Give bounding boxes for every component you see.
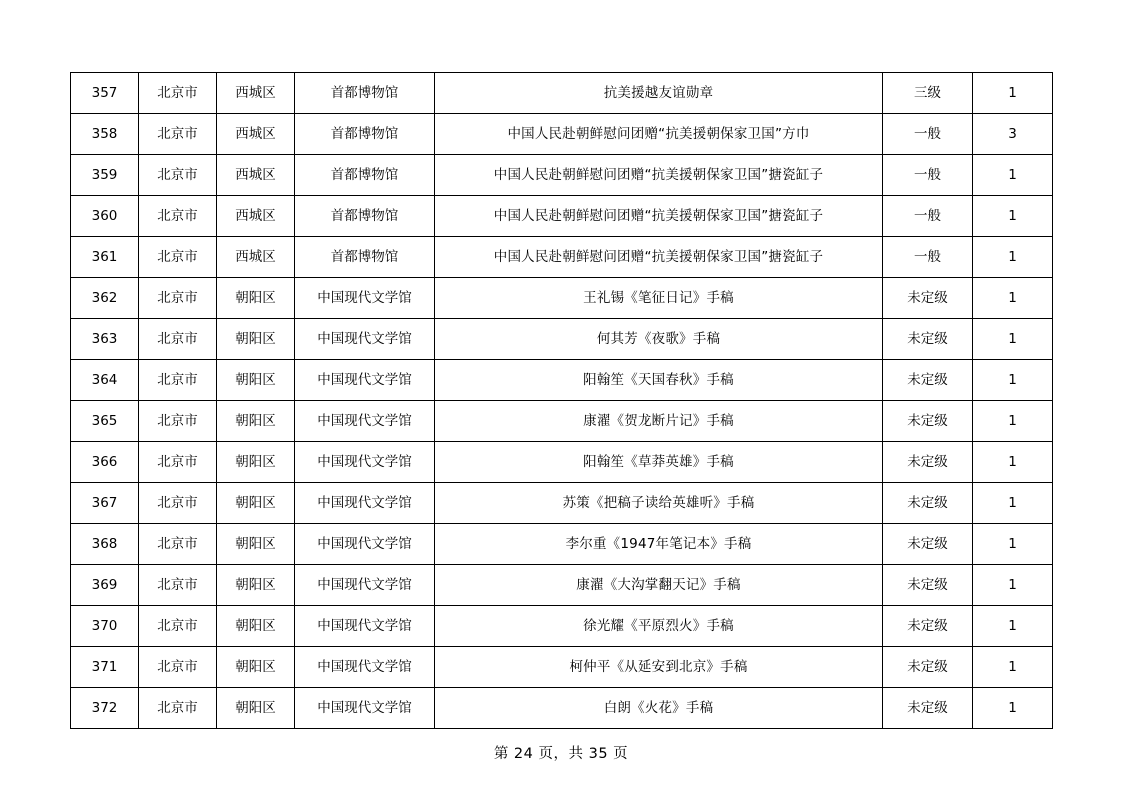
cell-district: 朝阳区: [217, 483, 295, 524]
cell-district: 西城区: [217, 237, 295, 278]
cell-institution: 中国现代文学馆: [295, 524, 435, 565]
cell-grade: 未定级: [883, 524, 973, 565]
cell-institution: 首都博物馆: [295, 73, 435, 114]
cell-sequence: 359: [71, 155, 139, 196]
cell-artifact-name: 李尔重《1947年笔记本》手稿: [435, 524, 883, 565]
cell-institution: 首都博物馆: [295, 237, 435, 278]
cell-institution: 中国现代文学馆: [295, 565, 435, 606]
cell-institution: 中国现代文学馆: [295, 401, 435, 442]
cell-sequence: 366: [71, 442, 139, 483]
cell-grade: 未定级: [883, 565, 973, 606]
cell-artifact-name: 柯仲平《从延安到北京》手稿: [435, 647, 883, 688]
table-row: [71, 401, 1053, 442]
table-row: [71, 647, 1053, 688]
cell-artifact-name: 阳翰笙《草莽英雄》手稿: [435, 442, 883, 483]
cell-grade: 一般: [883, 114, 973, 155]
cell-quantity: 1: [973, 73, 1053, 114]
cell-sequence: 371: [71, 647, 139, 688]
cell-artifact-name: 徐光耀《平原烈火》手稿: [435, 606, 883, 647]
cell-district: 西城区: [217, 73, 295, 114]
table-row: [71, 360, 1053, 401]
cell-district: 朝阳区: [217, 401, 295, 442]
cell-grade: 未定级: [883, 606, 973, 647]
cell-district: 朝阳区: [217, 565, 295, 606]
cell-quantity: 1: [973, 606, 1053, 647]
inventory-table: [70, 72, 1053, 729]
cell-grade: 一般: [883, 237, 973, 278]
cell-district: 西城区: [217, 114, 295, 155]
cell-province: 北京市: [139, 647, 217, 688]
cell-quantity: 1: [973, 196, 1053, 237]
cell-sequence: 361: [71, 237, 139, 278]
cell-grade: 未定级: [883, 442, 973, 483]
cell-sequence: 365: [71, 401, 139, 442]
cell-artifact-name: 王礼锡《笔征日记》手稿: [435, 278, 883, 319]
cell-artifact-name: 抗美援越友谊勋章: [435, 73, 883, 114]
cell-sequence: 357: [71, 73, 139, 114]
table-row: [71, 565, 1053, 606]
cell-province: 北京市: [139, 524, 217, 565]
cell-quantity: 1: [973, 647, 1053, 688]
cell-grade: 三级: [883, 73, 973, 114]
cell-sequence: 370: [71, 606, 139, 647]
cell-institution: 中国现代文学馆: [295, 647, 435, 688]
cell-institution: 中国现代文学馆: [295, 278, 435, 319]
cell-grade: 未定级: [883, 319, 973, 360]
inventory-table-body: [71, 73, 1053, 729]
cell-quantity: 1: [973, 483, 1053, 524]
table-row: [71, 524, 1053, 565]
cell-grade: 未定级: [883, 483, 973, 524]
cell-sequence: 363: [71, 319, 139, 360]
cell-province: 北京市: [139, 278, 217, 319]
cell-institution: 中国现代文学馆: [295, 688, 435, 729]
table-row: [71, 442, 1053, 483]
cell-grade: 未定级: [883, 688, 973, 729]
cell-province: 北京市: [139, 237, 217, 278]
cell-artifact-name: 中国人民赴朝鲜慰问团赠“抗美援朝保家卫国”搪瓷缸子: [435, 196, 883, 237]
page-footer: 第 24 页，共 35 页: [493, 746, 629, 762]
table-row: [71, 606, 1053, 647]
cell-sequence: 362: [71, 278, 139, 319]
cell-institution: 中国现代文学馆: [295, 319, 435, 360]
cell-grade: 未定级: [883, 401, 973, 442]
table-row: [71, 114, 1053, 155]
cell-province: 北京市: [139, 360, 217, 401]
cell-quantity: 1: [973, 360, 1053, 401]
table-row: [71, 155, 1053, 196]
cell-province: 北京市: [139, 155, 217, 196]
cell-grade: 一般: [883, 196, 973, 237]
table-row: [71, 483, 1053, 524]
cell-province: 北京市: [139, 73, 217, 114]
table-row: [71, 278, 1053, 319]
cell-sequence: 364: [71, 360, 139, 401]
cell-artifact-name: 康濯《大沟掌翻天记》手稿: [435, 565, 883, 606]
cell-district: 朝阳区: [217, 524, 295, 565]
cell-sequence: 360: [71, 196, 139, 237]
cell-province: 北京市: [139, 196, 217, 237]
cell-grade: 未定级: [883, 360, 973, 401]
cell-artifact-name: 康濯《贺龙断片记》手稿: [435, 401, 883, 442]
cell-quantity: 1: [973, 278, 1053, 319]
cell-artifact-name: 阳翰笙《天国春秋》手稿: [435, 360, 883, 401]
table-row: [71, 196, 1053, 237]
cell-institution: 中国现代文学馆: [295, 360, 435, 401]
cell-province: 北京市: [139, 606, 217, 647]
cell-district: 朝阳区: [217, 688, 295, 729]
cell-sequence: 367: [71, 483, 139, 524]
cell-grade: 未定级: [883, 278, 973, 319]
cell-artifact-name: 何其芳《夜歌》手稿: [435, 319, 883, 360]
cell-institution: 首都博物馆: [295, 155, 435, 196]
cell-artifact-name: 中国人民赴朝鲜慰问团赠“抗美援朝保家卫国”搪瓷缸子: [435, 155, 883, 196]
cell-quantity: 1: [973, 401, 1053, 442]
cell-quantity: 1: [973, 524, 1053, 565]
table-row: [71, 319, 1053, 360]
cell-sequence: 372: [71, 688, 139, 729]
cell-district: 朝阳区: [217, 647, 295, 688]
cell-district: 朝阳区: [217, 278, 295, 319]
cell-province: 北京市: [139, 319, 217, 360]
table-row: [71, 237, 1053, 278]
cell-quantity: 1: [973, 237, 1053, 278]
cell-district: 朝阳区: [217, 319, 295, 360]
cell-artifact-name: 苏策《把稿子读给英雄听》手稿: [435, 483, 883, 524]
cell-quantity: 1: [973, 565, 1053, 606]
cell-quantity: 1: [973, 688, 1053, 729]
cell-institution: 首都博物馆: [295, 196, 435, 237]
cell-district: 西城区: [217, 155, 295, 196]
cell-district: 朝阳区: [217, 360, 295, 401]
cell-province: 北京市: [139, 483, 217, 524]
table-row: [71, 73, 1053, 114]
cell-quantity: 1: [973, 319, 1053, 360]
cell-institution: 首都博物馆: [295, 114, 435, 155]
cell-artifact-name: 白朗《火花》手稿: [435, 688, 883, 729]
cell-province: 北京市: [139, 401, 217, 442]
cell-district: 朝阳区: [217, 442, 295, 483]
cell-district: 西城区: [217, 196, 295, 237]
cell-quantity: 3: [973, 114, 1053, 155]
cell-sequence: 358: [71, 114, 139, 155]
cell-district: 朝阳区: [217, 606, 295, 647]
cell-province: 北京市: [139, 688, 217, 729]
cell-sequence: 368: [71, 524, 139, 565]
cell-province: 北京市: [139, 442, 217, 483]
cell-province: 北京市: [139, 565, 217, 606]
cell-quantity: 1: [973, 442, 1053, 483]
cell-sequence: 369: [71, 565, 139, 606]
cell-artifact-name: 中国人民赴朝鲜慰问团赠“抗美援朝保家卫国”搪瓷缸子: [435, 237, 883, 278]
cell-quantity: 1: [973, 155, 1053, 196]
table-row: [71, 688, 1053, 729]
cell-institution: 中国现代文学馆: [295, 442, 435, 483]
cell-grade: 未定级: [883, 647, 973, 688]
cell-institution: 中国现代文学馆: [295, 606, 435, 647]
cell-institution: 中国现代文学馆: [295, 483, 435, 524]
cell-artifact-name: 中国人民赴朝鲜慰问团赠“抗美援朝保家卫国”方巾: [435, 114, 883, 155]
cell-grade: 一般: [883, 155, 973, 196]
cell-province: 北京市: [139, 114, 217, 155]
